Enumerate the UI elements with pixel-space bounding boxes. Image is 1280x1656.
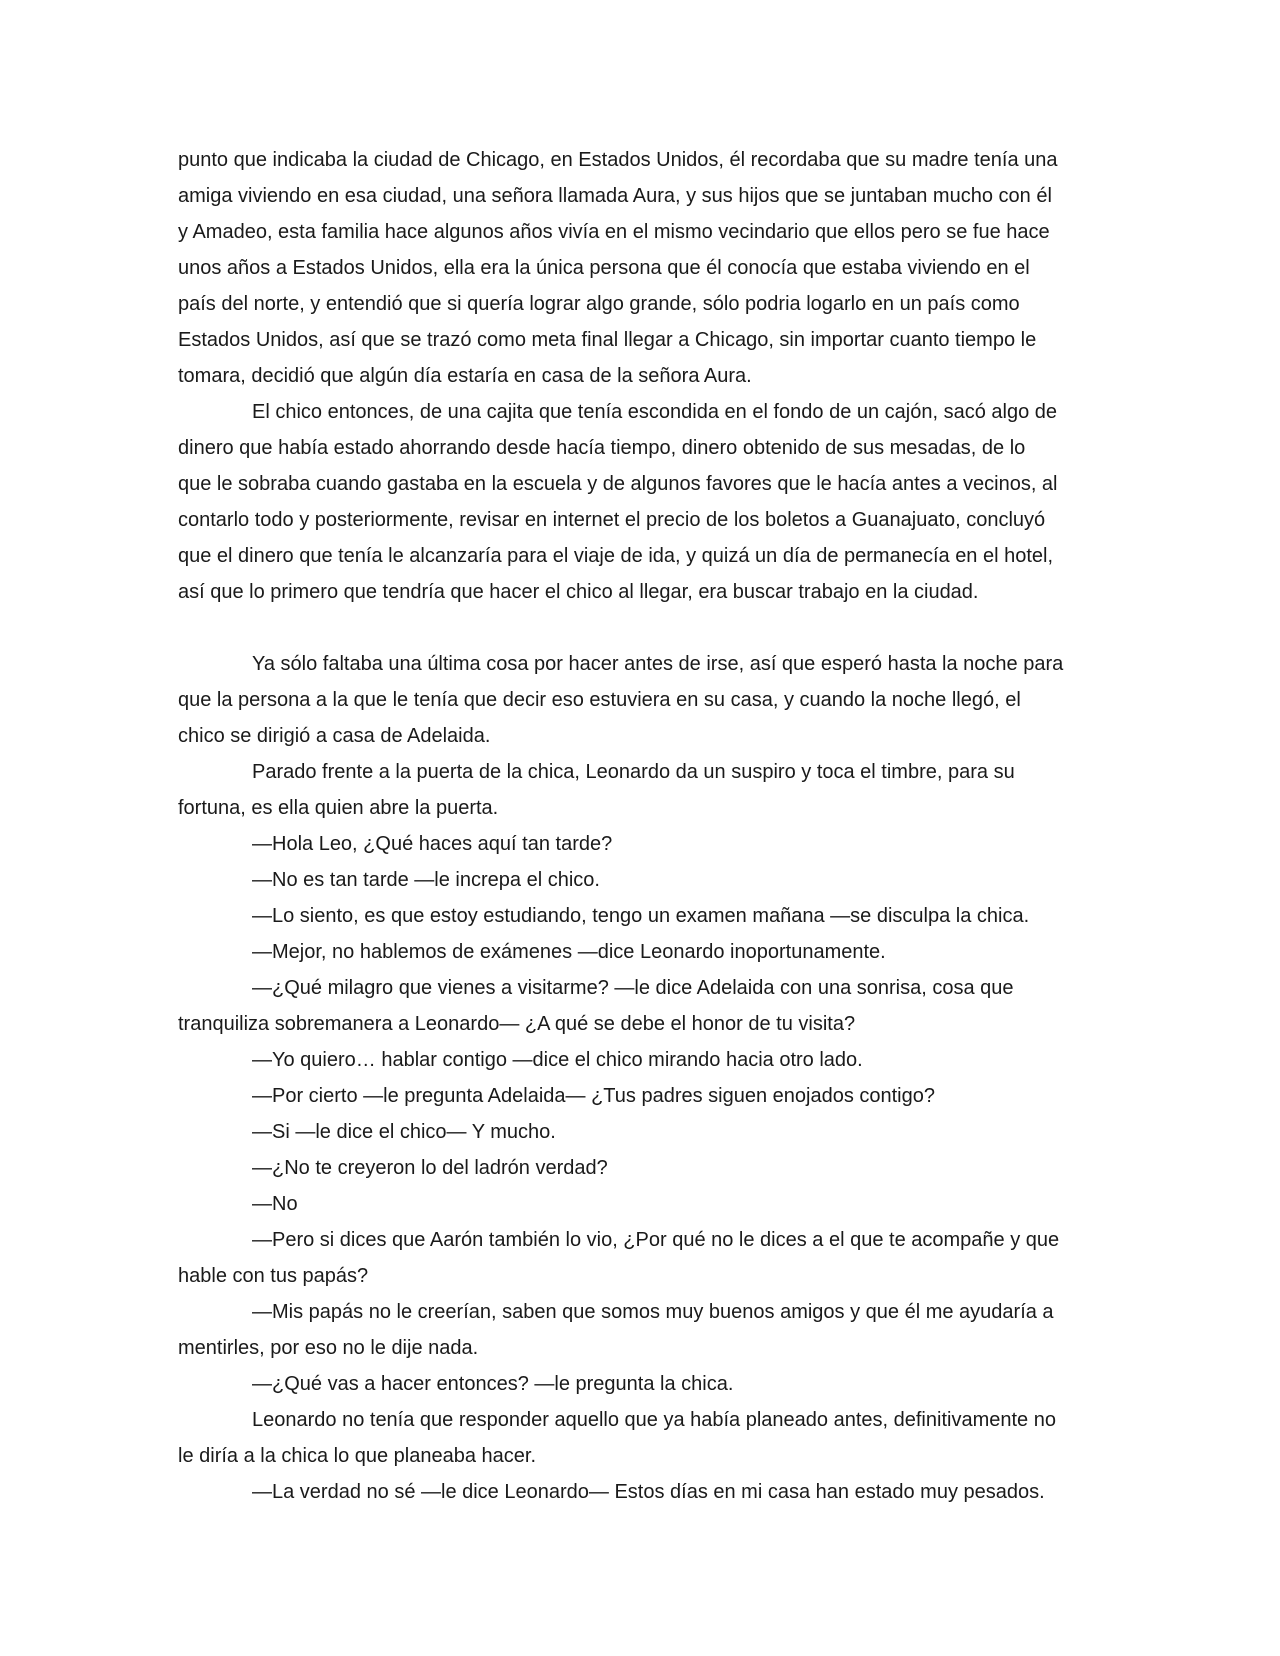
text-line: dinero que había estado ahorrando desde hacía tiempo, dinero obtenido de sus mesadas, de lo — [178, 437, 1026, 459]
dialogue-line: —Si —le dice el chico— Y mucho. — [252, 1121, 556, 1143]
text-line: contarlo todo y posteriormente, revisar en internet el precio de los boletos a Guanajuato, concluyó — [178, 509, 1046, 531]
text-line: El chico entonces, de una cajita que tenía escondida en el fondo de un cajón, sacó algo de — [252, 401, 1058, 423]
text-line: Parado frente a la puerta de la chica, Leonardo da un suspiro y toca el timbre, para su — [252, 761, 1015, 783]
blank-line — [178, 610, 1118, 646]
text-line: unos años a Estados Unidos, ella era la única persona que él conocía que estaba viviendo en el — [178, 257, 1030, 279]
text-line: que el dinero que tenía le alcanzaría para el viaje de ida, y quizá un día de permanecía en el hotel, — [178, 545, 1054, 567]
text-line: hable con tus papás? — [178, 1265, 369, 1287]
text-line: mentirles, por eso no le dije nada. — [178, 1337, 479, 1359]
dialogue-line: —¿Qué milagro que vienes a visitarme? —le dice Adelaida con una sonrisa, cosa que — [252, 977, 1014, 999]
dialogue-line: —Mis papás no le creerían, saben que somos muy buenos amigos y que él me ayudaría a — [252, 1301, 1054, 1323]
text-line: amiga viviendo en esa ciudad, una señora llamada Aura, y sus hijos que se juntaban mucho con él — [178, 185, 1052, 207]
dialogue-line: —Mejor, no hablemos de exámenes —dice Leonardo inoportunamente. — [252, 941, 886, 963]
dialogue-line: —Yo quiero… hablar contigo —dice el chico mirando hacia otro lado. — [252, 1049, 863, 1071]
dialogue-line: —¿Qué vas a hacer entonces? —le pregunta la chica. — [252, 1373, 734, 1395]
dialogue-line: —Por cierto —le pregunta Adelaida— ¿Tus padres siguen enojados contigo? — [252, 1085, 935, 1107]
text-line: fortuna, es ella quien abre la puerta. — [178, 797, 499, 819]
text-line: tranquiliza sobremanera a Leonardo— ¿A qué se debe el honor de tu visita? — [178, 1013, 856, 1035]
dialogue-line: —Pero si dices que Aarón también lo vio, ¿Por qué no le dices a el que te acompañe y que — [252, 1229, 1060, 1251]
text-line: que le sobraba cuando gastaba en la escuela y de algunos favores que le hacía antes a vecinos, al — [178, 473, 1058, 495]
document-body — [178, 142, 1118, 1510]
text-line: tomara, decidió que algún día estaría en casa de la señora Aura. — [178, 365, 752, 387]
text-line: país del norte, y entendió que si quería lograr algo grande, sólo podria logarlo en un país como — [178, 293, 1020, 315]
text-line: punto que indicaba la ciudad de Chicago, en Estados Unidos, él recordaba que su madre tenía una — [178, 149, 1058, 171]
text-line: chico se dirigió a casa de Adelaida. — [178, 725, 491, 747]
text-line: Estados Unidos, así que se trazó como meta final llegar a Chicago, sin importar cuanto tiempo le — [178, 329, 1037, 351]
dialogue-line: —No — [252, 1193, 298, 1215]
dialogue-line: —Lo siento, es que estoy estudiando, tengo un examen mañana —se disculpa la chica. — [252, 905, 1030, 927]
text-line: Leonardo no tenía que responder aquello que ya había planeado antes, definitivamente no — [252, 1409, 1056, 1431]
text-line: que la persona a la que le tenía que decir eso estuviera en su casa, y cuando la noche llegó, el — [178, 689, 1021, 711]
text-line: y Amadeo, esta familia hace algunos años vivía en el mismo vecindario que ellos pero se fue hace — [178, 221, 1050, 243]
text-line: Ya sólo faltaba una última cosa por hacer antes de irse, así que esperó hasta la noche para — [252, 653, 1064, 675]
dialogue-line: —La verdad no sé —le dice Leonardo— Estos días en mi casa han estado muy pesados. — [252, 1481, 1045, 1503]
dialogue-line: —¿No te creyeron lo del ladrón verdad? — [252, 1157, 608, 1179]
text-line: así que lo primero que tendría que hacer el chico al llegar, era buscar trabajo en la ciudad. — [178, 581, 979, 603]
text-line: le diría a la chica lo que planeaba hacer. — [178, 1445, 537, 1467]
dialogue-line: —Hola Leo, ¿Qué haces aquí tan tarde? — [252, 833, 613, 855]
dialogue-line: —No es tan tarde —le increpa el chico. — [252, 869, 600, 891]
